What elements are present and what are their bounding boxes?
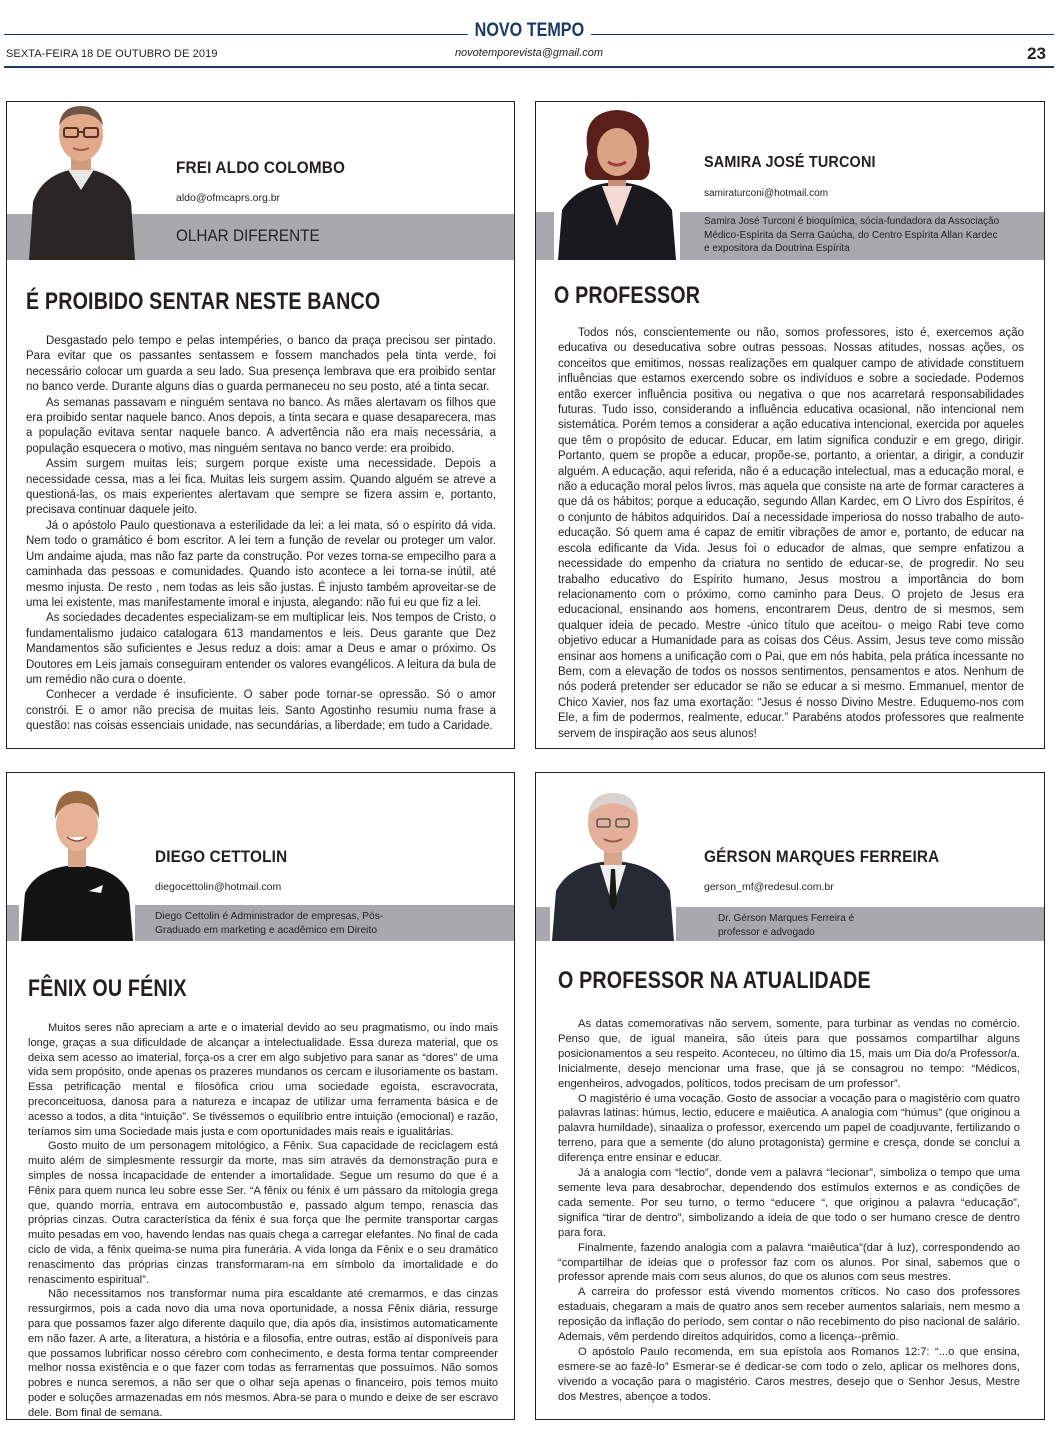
masthead (0, 0, 1058, 72)
article-headline: FÊNIX OU FÉNIX (28, 975, 187, 1002)
author-photo (554, 106, 680, 260)
author-name: DIEGO CETTOLIN (155, 847, 288, 866)
author-portrait-icon (23, 102, 141, 260)
column-section-title: OLHAR DIFERENTE (176, 226, 320, 245)
paragraph: Já a analogia com “lectio”, donde vem a palavra “lecionar”, simboliza o tempo que uma semente leva para desabrochar, dependendo dos estímulos externos e as condições de cada semente. Por seu turno, o termo “educere “, que originou a palavra “educação”, significa “tirar de dentro”, simbolizando a ideia de que todo o ser humano cresce de dentro para fora. (558, 1167, 1020, 1239)
author-photo (19, 781, 135, 941)
paragraph: Gosto muito de um personagem mitológico, a Fênix. Sua capacidade de reciclagem está muito além de simplesmente ressurgir da morte, mas sim através da demonstração pura e simples de nossa incapacidade de entender a imortalidade. Segue um resumo do que é a Fênix para quem nunca leu sobre esse Ser. “A fênix ou fénix é um pássaro da mitologia grega que, quando morria, entrava em autocombustão e, passado algum tempo, renascia das próprias cinzas. Outra característica da fénix é sua força que lhe permite transportar cargas muito pesadas em voo, havendo lendas nas quais chega a carregar elefantes. No final de cada ciclo de vida, a fênix queima-se numa pira funerária. A vida longa da Fênix e o seu dramático renascimento das próprias cinzas transformaram-na em símbolo da imortalidade e do renascimento espiritual”. (28, 1140, 498, 1286)
paragraph: O magistério é uma vocação. Gosto de associar a vocação para o magistério com quatro palavras latinas: húmus, lectio, educere e maiêutica. A analogia com “húmus” (que originou a palavra humildade), sinaaliza o professor, exercendo um papel de coadjuvante, fertilizando o terreno, para que a semente (do aluno protagonista) germine e cresça, donde se conclui a diferença entre ensinar e educar. (558, 1092, 1020, 1165)
article-headline: É PROIBIDO SENTAR NESTE BANCO (26, 288, 381, 315)
article-headline: O PROFESSOR (554, 282, 701, 309)
paragraph: Finalmente, fazendo analogia com a palavra “maiêutica”(dar à luz), correspondendo ao “compartilhar de ideias que o professor faz com os alunos. Por sinal, sabemos que o professor aprende mais com seus alunos, do que os alunos com seus mestres. (558, 1241, 1020, 1284)
paragraph: As semanas passavam e ninguém sentava no banco. As mães alertavam os filhos que era proibido sentar naquele banco. Anos depois, a tinta secara e quase desaparecera, mas a população evitava sentar naquele banco. A advertência não era mais necessária, a população esquecera o motivo, mas ninguém sentava no banco verde: era proibido. (26, 396, 496, 455)
paragraph: As sociedades decadentes especializam-se em multiplicar leis. Nos tempos de Cristo, o fundamentalismo judaico catalogara 613 mandamentos e leis. Deus garante que Dez Mandamentos são suficientes e Jesus reduz a dois: amar a Deus e amar o próximo. Os Doutores em Leis jamais conseguiram entender os valores evangélicos. A leitura da bula de um remédio não cura o doente. (26, 612, 496, 686)
article-gerson-ferreira (535, 772, 1045, 1420)
publication-email: novotemporevista@gmail.com (454, 47, 604, 59)
author-email[interactable]: diegocettolin@hotmail.com (155, 881, 282, 893)
article-body (26, 334, 496, 735)
author-portrait-icon (554, 106, 680, 260)
author-photo (23, 102, 141, 260)
author-portrait-icon (550, 783, 676, 941)
paragraph: Já o apóstolo Paulo questionava a esterilidade da lei: a lei mata, só o espírito dá vida. Nem todo o gramático é bom escritor. A lei tem a função de revelar ou proteger um valor. Um andaime ajuda, mas não faz parte da construção. Por vezes torna-se empecilho para a caminhada das pessoas e comunidades. Quando isto acontece a lei torna-se inútil, até mesmo injusta. De resto , nem todas as leis são justas. É injusto também aproveitar-se de uma lei existente, mas manifestamente imoral e injusta, alegando: não fui eu que fiz a lei. (26, 519, 496, 609)
paragraph: Conhecer a verdade é insuficiente. O saber pode tornar-se opressão. Só o amor constrói. E o amor não precisa de muitas leis. Santo Agostinho resumiu numa frase a questão: nas coisas essenciais unidade, nas secundárias, a liberdade; em tudo a Caridade. (26, 689, 496, 733)
article-body (558, 1017, 1020, 1405)
issue-date: SEXTA-FEIRA 18 DE OUTUBRO DE 2019 (6, 48, 218, 60)
author-email[interactable]: samiraturconi@hotmail.com (704, 188, 829, 199)
author-name: FREI ALDO COLOMBO (176, 158, 346, 177)
paragraph: Todos nós, conscientemente ou não, somos professores, isto é, exercemos ação educativa ou deseducativa sobre outras pessoas. Nossas atitudes, nossas ações, os conceitos que emitimos, nossas realizações em qualquer campo de atividade constituem influências que estamos exercendo sobre os indivíduos e sobre a sociedade. Podemos então exercer influência positiva ou negativa o que nos acarretará responsabilidades futuras. Tudo isso, considerando a influência educativa ocasional, não intencional nem sistemática. Porém temos a considerar a ação educativa intencional, exercida por aqueles que têm o propósito de educar. Educar, em latim significa conduzir e em grego, dirigir. Portanto, quem se propõe a educar, propõe-se, portanto, a orientar, a dirigir, a conduzir alguém. A educação, aqui referida, não é a educação intelectual, mas a educação moral, e não a educação moral pelos livros, mas aquela que consiste na arte de formar caracteres a que dá os hábitos; porque a educação, segundo Allan Kardec, em O Livro dos Espíritos, é o conjunto de hábitos adquiridos. Daí a necessidade imperiosa do nosso trabalho de auto-educação. Só quem ama é capaz de emitir vibrações de amor e, portanto, de educar na escola edificante da Vida. Jesus foi o educador de almas, que sempre enfatizou a necessidade do empenho da criatura no sentido de educar-se, de progredir. No seu trabalho educativo do Espírito humano, Jesus mostrou a importância do bom relacionamento com o próximo, como caminho para Deus. O projeto de Jesus era educacional, ensinando aos homens, encontrarem Deus, dentro de si mesmos, sem qualquer ideia de pecado. Mestre -único título que aceitou- o meigo Rabi teve como objetivo educar a Humanidade para as coisas dos Céus. Assim, Jesus teve como missão ensinar aos homens a unificação com o Pai, que em nós habita, pela prática incessante no Bem, com a elevação de todos os nossos sentimentos, pensamentos e atos. Nenhum de nós poderá pretender ser educador se não se educar a si mesmo. Emmanuel, mentor de Chico Xavier, nos faz uma exortação: “Jesus é nosso Divino Mestre. Eduquemo-nos com Ele, a fim de podermos, realmente, educar.” Parabéns atodos professores que realmente servem de inspiração aos seus alunos! (558, 327, 1025, 740)
paragraph: Assim surgem muitas leis; surgem porque existe uma necessidade. Depois a necessidade cessa, mas a lei fica. Muitas leis surgem assim. Quando alguém se atreve a questioná-las, os mais experientes alertavam que sempre se fizera assim e, portanto, precisava continuar daquele jeito. (26, 458, 496, 517)
author-email[interactable]: aldo@ofmcaprs.org.br (176, 192, 281, 204)
author-photo (550, 783, 676, 941)
masthead-rule-bottom (4, 66, 1054, 68)
article-body (28, 1021, 498, 1421)
author-bio: Dr. Gérson Marques Ferreira é professor e advogado (718, 913, 855, 938)
paragraph: O apóstolo Paulo recomenda, em sua epístola aos Romanos 12:7: “...o que ensina, esmere-se ao fazê-lo” Esmerar-se é dedicar-se com todo o zelo, aplicar os melhores dons, vivendo a vocação para o magistério. Caros mestres, desejo que o Senhor Jesus, Mestre dos Mestres, abençoe a todos. (558, 1345, 1020, 1403)
publication-title: NOVO TEMPO (0, 20, 1058, 42)
paragraph: Desgastado pelo tempo e pelas intempéries, o banco da praça precisou ser pintado. Para evitar que os passantes sentassem e fossem manchados pela tinta verde, foi necessário colocar um guarda a seu lado. Sua presença lembrava que era proibido sentar no banco verde. Durante alguns dias o guarda permaneceu no seu posto, até a tinta secar. (26, 335, 496, 394)
author-portrait-icon (19, 781, 135, 941)
paragraph: A carreira do professor está vivendo momentos críticos. No caso dos professores estaduais, chegaram a mais de quatro anos sem receber aumentos salariais, nem mesmo a reposição da inflação do período, sem contar o não recebimento do piso nacional de salário. Ademais, vêm perdendo direitos adquiridos, como a licença--prêmio. (558, 1286, 1020, 1344)
article-body (558, 326, 1024, 742)
article-diego-cettolin (6, 772, 515, 1420)
author-email[interactable]: gerson_mf@redesul.com.br (704, 881, 834, 893)
paragraph: As datas comemorativas não servem, somente, para turbinar as vendas no comércio. Penso que, de igual maneira, são úteis para que possamos compartilhar alguns posicionamentos a seu respeito. Aconteceu, no último dia 15, mais um Dia do/a Professor/a. Inicialmente, desejo mencionar uma frase, que já se consagrou no tempo: “Médicos, engenheiros, advogados, políticos, todos precisam de um professor”. (558, 1018, 1020, 1090)
author-name: GÉRSON MARQUES FERREIRA (704, 847, 940, 866)
article-samira-turconi (535, 101, 1045, 749)
author-bio: Samira José Turconi é bioquímica, sócia-fundadora da Associação Médico-Espírita da Serra Gaúcha, do Centro Espírita Allan Kardec e expositora da Doutrina Espírita (704, 216, 1000, 254)
author-name: SAMIRA JOSÉ TURCONI (704, 154, 876, 171)
paragraph: Não necessitamos nos transformar numa pira escaldante até cremarmos, e das cinzas ressurgirmos, pois a cada novo dia uma nova oportunidade, a nossa Fênix diária, ressurge para que possamos fazer algo diferente daquilo que, dia após dia, insistimos automaticamente em não fazer. A arte, a literatura, a história e a filosofia, entre outras, estão aí disponíveis para que possamos lubrificar nosso cérebro com conhecimento, e desta forma tentar compreender melhor nossa existência e o que fazer com todas as ferramentas que possuímos. Não somos pobres e nunca seremos, a não ser que o olhar seja apenas o financeiro, pois temos muito poder e soluções armazenadas em nós mesmos. Abra-se para o mundo e deixe de ser escravo dele. Bom final de semana. (28, 1288, 498, 1419)
paragraph: Muitos seres não apreciam a arte e o imaterial devido ao seu pragmatismo, ou indo mais longe, graças a sua dificuldade de alcançar a intelectualidade. Essa dureza material, que os deixa sem acesso ao imaterial, força-os a crer em algo subjetivo para sanar as “dores” de uma vida sem propósito, onde apenas os prazeres mundanos os cercam e ilusoriamente os bastam. Essa petrificação mental e filosófica criou uma sociedade egoísta, escravocrata, preconceituosa, danosa para a natureza e incapaz de utilizar uma ferramenta básica e de acesso a todos, a dita “intuição”. Se tivéssemos o equilíbrio entre intuição (emocional) e razão, teríamos sim uma Sociedade mais justa e com oportunidades mais reais e igualitárias. (28, 1022, 498, 1138)
article-frei-aldo (6, 101, 515, 749)
article-headline: O PROFESSOR NA ATUALIDADE (558, 967, 871, 994)
author-bio: Diego Cettolin é Administrador de empresas, Pós-Graduado em marketing e acadêmico em Direito (155, 911, 384, 936)
page-number: 23 (1027, 44, 1046, 63)
